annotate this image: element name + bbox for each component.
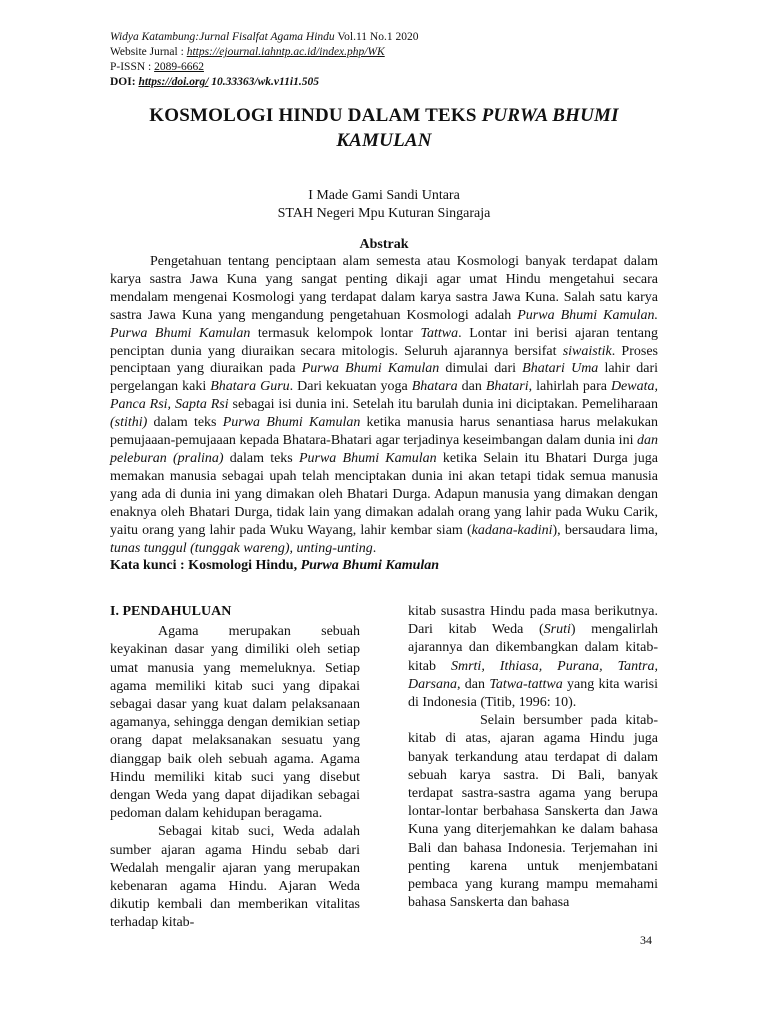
paragraph bbox=[408, 712, 658, 912]
abstract-text: sebagai isi dunia ini. Setelah itu barulah dunia ini diciptakan. Pemeliharaan bbox=[228, 397, 658, 413]
title-main: KOSMOLOGI HINDU DALAM TEKS bbox=[149, 105, 482, 126]
abstract-text: Pengetahuan tentang penciptaan alam semesta atau Kosmologi banyak terdapat dalam karya sastra Jawa Kuna yang sangat penting dikaji agar umat Hindu mengetahui secara mendalam mengenai Kosmologi yang terdapat dalam karya sastra Jawa Kuna. Salah satu karya sastra Jawa Kuna yang mengandung pengetahuan Kosmologi adalah bbox=[110, 254, 658, 323]
page-number: 34 bbox=[640, 933, 652, 947]
abstract-italic: dan peleburan (pralina) bbox=[110, 433, 658, 466]
paragraph-italic: Smrti, Ithiasa, Purana, Tantra, Darsana bbox=[408, 658, 658, 692]
website-link[interactable]: https://ejournal.iahntp.ac.id/index.php/WK bbox=[186, 46, 385, 58]
abstract-italic: Purwa Bhumi Kamulan bbox=[298, 450, 437, 466]
doi-value: 10.33363/wk.v11i1.505 bbox=[208, 76, 319, 88]
keywords-line bbox=[110, 557, 658, 575]
abstract-text: dalam teks bbox=[147, 415, 223, 431]
author-affiliation: STAH Negeri Mpu Kuturan Singaraja bbox=[277, 206, 491, 221]
abstract-text: lahir dari pergelangan kaki bbox=[110, 361, 659, 395]
abstract-text: ), bersaudara lima, bbox=[552, 522, 658, 538]
issn-value: 2089-6662 bbox=[154, 61, 204, 73]
right-column bbox=[408, 603, 658, 912]
abstract-text: dalam teks bbox=[223, 450, 299, 466]
abstract-text: dan bbox=[457, 379, 486, 395]
abstract-text: ketika Selain itu Bhatari Durga juga memakan manusia sebagai upah telah menciptakan dunia ini akan tetapi tidak semua manusia yang ada di dunia ini yang dimakan oleh Bhatari Durga. Adapun manusia yang dimakan dengan enaknya oleh Bhatari Durga, tidak lain yang dimakan adalah orang yang lahir pada Wuku Carik, yaitu orang yang lahir pada Wuku Wayang, lahir kembar siam ( bbox=[110, 450, 658, 538]
abstract-italic: kadana-kadini bbox=[471, 522, 553, 538]
paragraph bbox=[110, 823, 360, 932]
website-label: Website Jurnal : bbox=[110, 46, 187, 58]
abstract-italic: (stithi) bbox=[110, 415, 148, 431]
doi-line bbox=[110, 75, 419, 90]
paragraph-text: yang kita warisi di Indonesia (Titib, 1996: 10). bbox=[408, 676, 659, 711]
paragraph-text: Selain bersumber pada kitab-kitab di atas, ajaran agama Hindu juga banyak terkandung atau terdapat di dalam sebuah karya sastra. Di Bali, banyak terdapat sastra-sastra agama yang berupa lontar-lontar berbahasa Sanskerta dan Jawa Kuna yang diterjemahkan ke dalam bahasa Bali dan bahasa Indonesia. Terjemahan ini penting karena untuk menjembatani pembaca yang kurang mampu memahami bahasa Sanskerta dan bahasa bbox=[408, 713, 658, 911]
abstract-text: termasuk kelompok lontar bbox=[250, 325, 421, 341]
paragraph-text: Sebagai kitab suci, Weda adalah sumber ajaran agama Hindu sebab dari Wedalah mengalir ajaran yang merupakan kebenaran agama Hindu. Ajaran Weda dikutip kembali dan memberikan vitalitas terhadap kitab- bbox=[110, 824, 360, 931]
issn-line bbox=[110, 60, 419, 75]
journal-header bbox=[110, 30, 419, 90]
abstract-italic: tunas tunggul (tunggak wareng), unting-unting bbox=[110, 540, 373, 556]
doi-link[interactable]: https://doi.org/ bbox=[138, 76, 209, 88]
journal-name: Widya Katambung:Jurnal Fisalfat Agama Hindu bbox=[110, 31, 335, 43]
abstract-text: . Dari kekuatan yoga bbox=[289, 379, 412, 395]
abstract-text: . Proses penciptaan yang diuraikan pada bbox=[110, 343, 658, 377]
abstract-italic: siwaistik bbox=[562, 343, 612, 359]
abstract-text: ketika manusia harus senantiasa harus melakukan pemujaaan-pemujaaan kepada Bhatara-Bhatari agar terjadinya keseimbangan dalam dunia ini bbox=[110, 415, 658, 449]
website-line bbox=[110, 45, 419, 60]
paragraph bbox=[110, 623, 360, 823]
abstract-italic: Purwa Bhumi Kamulan bbox=[222, 415, 361, 431]
doi-label: DOI: bbox=[110, 76, 139, 88]
abstract-text: . bbox=[372, 540, 377, 556]
paragraph-italic: Sruti bbox=[543, 622, 571, 638]
author-name: I Made Gami Sandi Untara bbox=[308, 188, 460, 203]
abstract-italic: Bhatara Guru bbox=[210, 379, 290, 395]
issn-label: P-ISSN : bbox=[110, 61, 155, 73]
abstract-body bbox=[110, 253, 658, 557]
journal-title-line bbox=[110, 30, 419, 45]
abstract-italic: Dewata, Panca Rsi, Sapta Rsi bbox=[110, 379, 658, 413]
left-column bbox=[110, 603, 360, 933]
abstract-italic: Tattwa bbox=[420, 325, 459, 341]
abstract-text: , lahirlah para bbox=[528, 379, 611, 395]
paragraph-text: , dan bbox=[457, 676, 490, 692]
keywords-label: Kata kunci : Kosmologi Hindu, bbox=[110, 558, 301, 573]
title-italic: PURWA BHUMI KAMULAN bbox=[336, 105, 619, 151]
paragraph-italic: Tatwa-tattwa bbox=[489, 676, 563, 692]
paragraph-text: ) mengalirlah ajarannya dan dikembangkan dalam kitab-kitab bbox=[408, 622, 658, 674]
abstract-italic: Purwa Bhumi Kamulan bbox=[301, 361, 440, 377]
abstract-italic: Purwa Bhumi Kamulan. Purwa Bhumi Kamulan bbox=[110, 307, 658, 341]
paragraph-text: kitab susastra Hindu pada masa berikutnya. Dari kitab Weda ( bbox=[408, 604, 658, 638]
paper-title bbox=[110, 103, 658, 153]
abstract-italic: Bhatari Uma bbox=[522, 361, 599, 377]
journal-volume: Vol.11 No.1 2020 bbox=[334, 31, 419, 43]
section-heading: I. PENDAHULUAN bbox=[110, 604, 232, 619]
abstract-italic: Bhatara bbox=[411, 379, 458, 395]
abstract-text: dimulai dari bbox=[439, 361, 523, 377]
paragraph bbox=[408, 603, 658, 712]
abstract-heading: Abstrak bbox=[359, 237, 409, 252]
keywords-italic: Purwa Bhumi Kamulan bbox=[300, 558, 440, 573]
abstract-text: . Lontar ini berisi ajaran tentang penciptan dunia yang diuraikan secara mitologis. Seluruh ajarannya bersifat bbox=[110, 325, 658, 359]
author-block bbox=[110, 187, 658, 223]
abstract-italic: Bhatari bbox=[485, 379, 529, 395]
paragraph-text: Agama merupakan sebuah keyakinan dasar yang dimiliki oleh setiap umat manusia yang memeluknya. Setiap agama memiliki kitab suci yang dipakai sebagai dasar yang kuat dalam pelaksanaan agamanya, sehingga dengan demikian setiap orang dapat melaksanakan sesuatu yang dianggap baik oleh sebuah agama. Agama Hindu memiliki kitab suci yang disebut dengan Weda yang dapat dijadikan sebagai pedoman dalam kehidupan beragama. bbox=[110, 624, 360, 822]
